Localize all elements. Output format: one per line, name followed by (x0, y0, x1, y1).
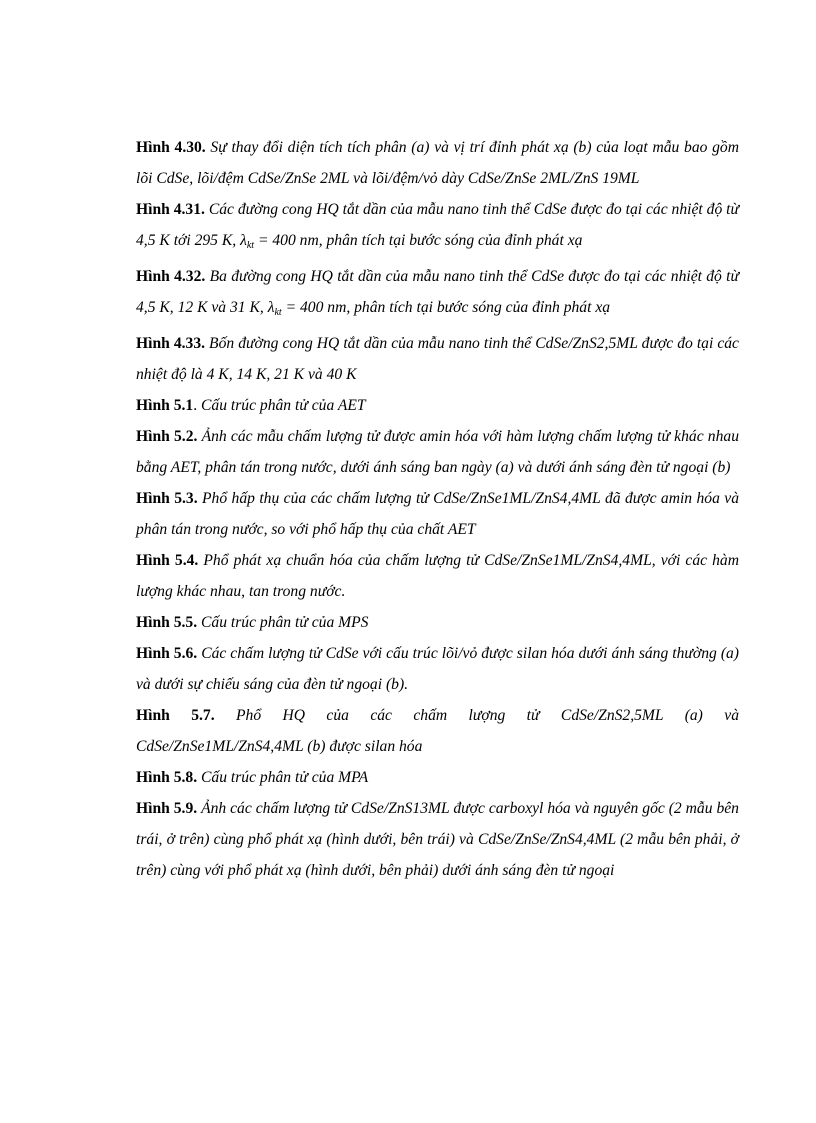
figure-caption-4-33 (136, 328, 739, 390)
caption-text: = 400 nm, phân tích tại bước sóng của đỉnh phát xạ (254, 232, 583, 249)
lambda-symbol: λ (267, 299, 275, 316)
caption-text: Phổ phát xạ chuẩn hóa của chấm lượng tử CdSe/ZnSe1ML/ZnS4,4ML, với các hàm lượng khác nhau, tan trong nước. (136, 552, 739, 600)
caption-text: Ba đường cong HQ tắt dần của mẫu nano tinh thể CdSe được đo tại các nhiệt độ từ 4,5 K, 12 K và 31 K, (136, 268, 739, 316)
figure-label: Hình 5.1 (136, 397, 194, 414)
figure-label: Hình 5.8. (136, 769, 198, 786)
caption-text: Các đường cong HQ tắt dần của mẫu nano tinh thể CdSe được đo tại các nhiệt độ từ 4,5 K tới 295 K, (136, 201, 739, 249)
caption-text: Sự thay đổi diện tích tích phân (a) và vị trí đỉnh phát xạ (b) của loạt mẫu bao gồm lõi CdSe, lõi/đệm CdSe/ZnSe 2ML và lõi/đệm/vỏ dày CdSe/ZnSe 2ML/ZnS 19ML (136, 139, 739, 187)
subscript-kt: kt (274, 307, 282, 318)
figure-caption-4-30 (136, 132, 739, 194)
figure-caption-5-4 (136, 545, 739, 607)
figure-label: Hình 4.31. (136, 201, 205, 218)
caption-text: Ảnh các mẫu chấm lượng tử được amin hóa với hàm lượng chấm lượng tử khác nhau bằng AET, phân tán trong nước, dưới ánh sáng ban ngày (a) và dưới ánh sáng đèn tử ngoại (b) (136, 428, 739, 476)
figure-caption-5-6 (136, 638, 739, 700)
figure-label: Hình 5.3. (136, 490, 198, 507)
caption-text: Bốn đường cong HQ tắt dần của mẫu nano tinh thể CdSe/ZnS2,5ML được đo tại các nhiệt độ là 4 K, 14 K, 21 K và 40 K (136, 335, 739, 383)
caption-text: = 400 nm, phân tích tại bước sóng của đỉnh phát xạ (281, 299, 611, 316)
figure-caption-5-9 (136, 793, 739, 886)
caption-text: CdSe/ZnSe1ML/ZnS4,4ML (b) được silan hóa (136, 738, 423, 755)
figure-label: Hình 5.5. (136, 614, 198, 631)
label-period: . (193, 397, 198, 414)
caption-text: Cấu trúc phân tử của AET (197, 397, 366, 414)
figure-label: Hình 5.4. (136, 552, 199, 569)
figure-caption-5-1 (136, 390, 739, 421)
lambda-symbol: λ (240, 232, 247, 249)
figure-caption-5-8 (136, 762, 739, 793)
figure-caption-5-7 (136, 700, 739, 762)
figure-label: Hình 5.2. (136, 428, 198, 445)
caption-text: Ảnh các chấm lượng tử CdSe/ZnS13ML được carboxyl hóa và nguyên gốc (2 mẫu bên trái, ở trên) cùng phổ phát xạ (hình dưới, bên trái) và CdSe/ZnSe/ZnS4,4ML (2 mẫu bên phải, ở trên) cùng với phổ phát xạ (hình dưới, bên phải) dưới ánh sáng đèn tử ngoại (136, 800, 739, 879)
figure-caption-5-3 (136, 483, 739, 545)
figure-label: Hình 5.6. (136, 645, 198, 662)
caption-text: Phổ hấp thụ của các chấm lượng tử CdSe/ZnSe1ML/ZnS4,4ML đã được amin hóa và phân tán trong nước, so với phổ hấp thụ của chất AET (136, 490, 739, 538)
figure-label: Hình 4.30. (136, 139, 206, 156)
figure-list (136, 132, 739, 886)
figure-caption-5-5 (136, 607, 739, 638)
caption-text: Phổ HQ của các chấm lượng tử CdSe/ZnS2,5ML (a) và (236, 707, 739, 724)
caption-text: Cấu trúc phân tử của MPS (197, 614, 369, 631)
figure-caption-4-31 (136, 194, 739, 261)
figure-label: Hình 5.9. (136, 800, 198, 817)
figure-caption-4-32 (136, 261, 739, 328)
caption-line-1 (136, 700, 739, 731)
caption-text: Các chấm lượng tử CdSe với cấu trúc lõi/vỏ được silan hóa dưới ánh sáng thường (a) và dưới sự chiếu sáng của đèn tử ngoại (b). (136, 645, 739, 693)
subscript-kt: kt (246, 240, 255, 251)
figure-caption-5-2 (136, 421, 739, 483)
figure-label: Hình 4.33. (136, 335, 206, 352)
figure-label: Hình 4.32. (136, 268, 206, 285)
caption-text: Cấu trúc phân tử của MPA (197, 769, 369, 786)
figure-label: Hình 5.7. (136, 707, 215, 724)
